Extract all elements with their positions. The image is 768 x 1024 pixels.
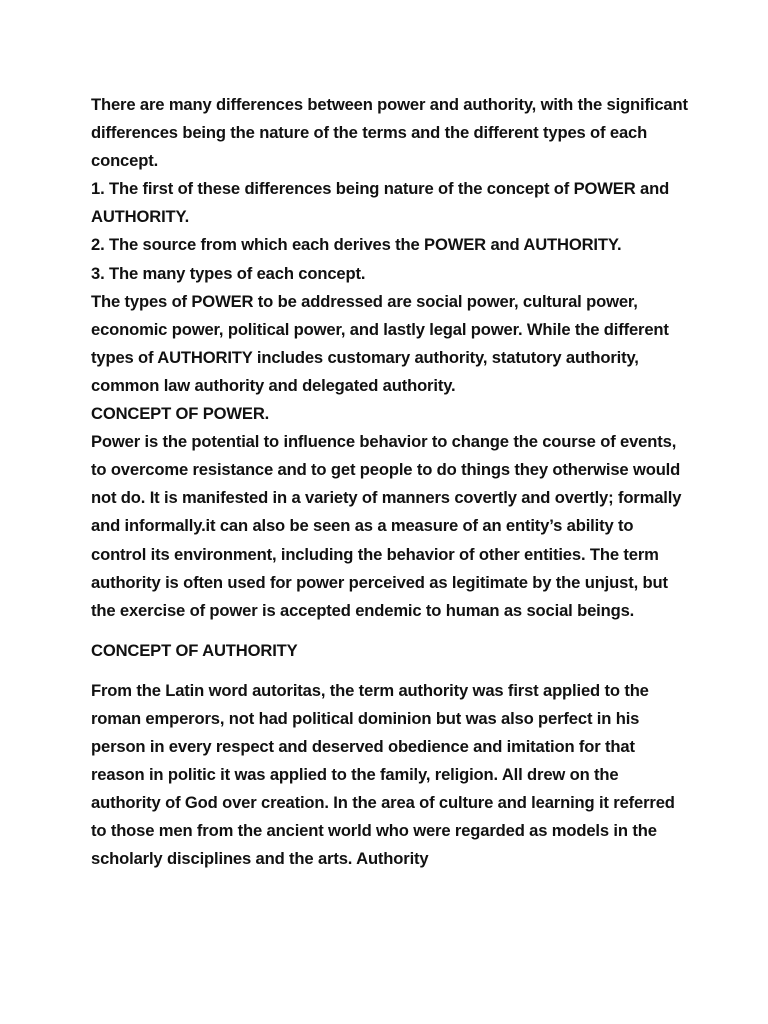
- list-item-3: 3. The many types of each concept.: [91, 263, 366, 283]
- power-heading: CONCEPT OF POWER.: [91, 404, 270, 424]
- authority-heading: CONCEPT OF AUTHORITY: [91, 640, 298, 660]
- authority-paragraph: From the Latin word autoritas, the term authority was first applied to the roman emperors, not had political dominion but was also perfect in his person in every respect and deserved obedience and imitation for that reason in politic it was applied to the family, religion. All drew on the authority of God over creation. In the area of culture and learning it referred to those men from the ancient world who were regarded as models in the scholarly disciplines and the arts. Authority: [91, 680, 675, 869]
- list-item-2: 2. The source from which each derives the POWER and AUTHORITY.: [91, 235, 622, 255]
- power-paragraph: Power is the potential to influence behavior to change the course of events, to overcome resistance and to get people to do things they otherwise would not do. It is manifested in a variety of manners covertly and overtly; formally and informally.it can also be seen as a measure of an entity’s ability to control its environment, including the behavior of other entities. The term authority is often used for power perceived as legitimate by the unjust, but the exercise of power is accepted endemic to human as social beings.: [91, 432, 682, 620]
- intro-paragraph: There are many differences between power and authority, with the significant differences being the nature of the terms and the different types of each concept.: [91, 95, 688, 171]
- types-paragraph: The types of POWER to be addressed are social power, cultural power, economic power, political power, and lastly legal power. While the different types of AUTHORITY includes customary authority, statutory authority, common law authority and delegated authority.: [91, 291, 669, 395]
- document-body: [91, 91, 691, 874]
- list-item-1: 1. The first of these differences being nature of the concept of POWER and AUTHORITY.: [91, 179, 670, 227]
